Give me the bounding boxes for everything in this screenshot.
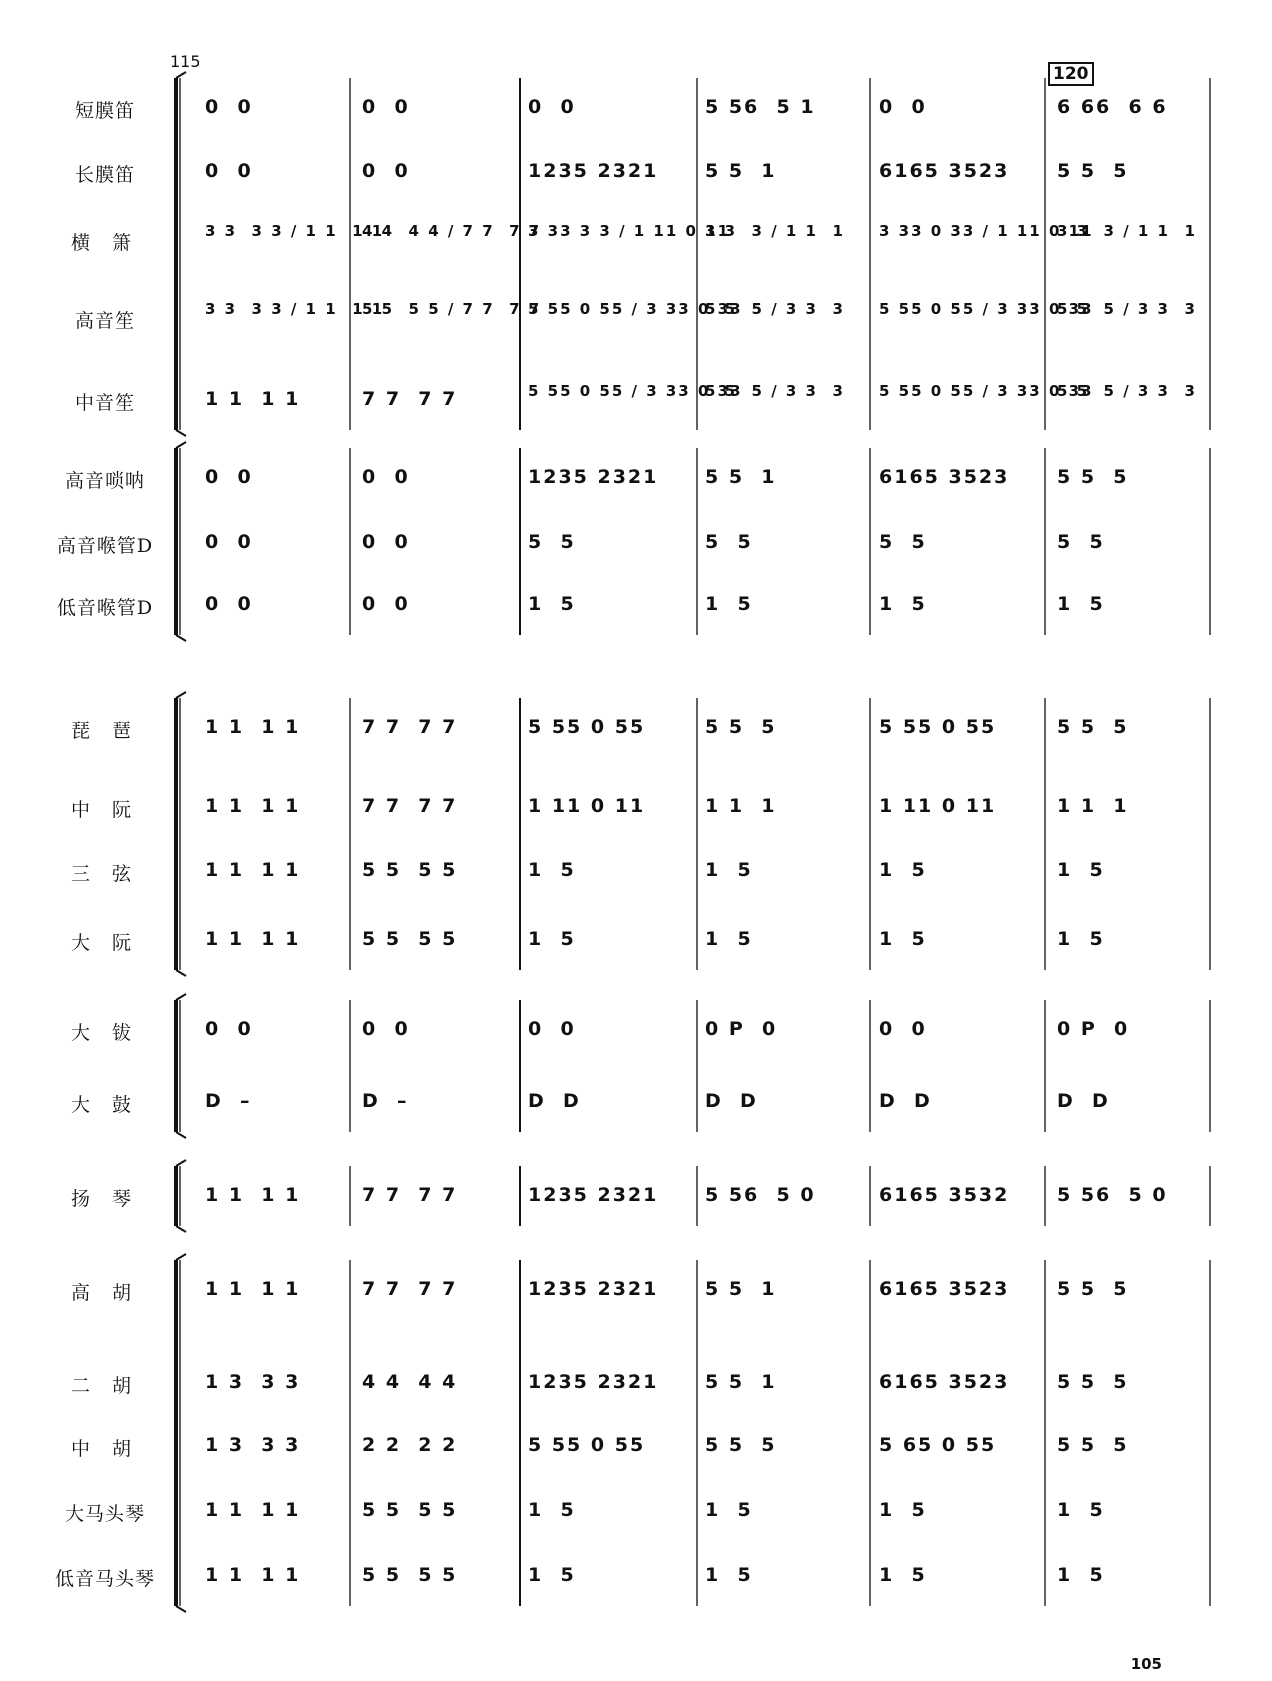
measure-cell: 1 3 3 3 — [205, 1434, 301, 1456]
measure-cell: 5 5 5 5 — [362, 928, 458, 950]
measure-cell: 5 5 1 — [705, 466, 777, 488]
measure-cell: 0 0 — [205, 96, 253, 118]
instrument-label: 大 钹 — [70, 1022, 140, 1044]
measure-cell: 6165 3523 — [879, 160, 1010, 182]
measure-cell: 7 7 7 7 — [362, 388, 458, 410]
measure-cell: 5 5 5 / 3 3 3 — [705, 300, 845, 318]
measure-cell: 5 5 5 — [1057, 1371, 1129, 1393]
instrument-label: 中 阮 — [70, 799, 140, 821]
measure-cell: 0 0 — [205, 531, 253, 553]
bracket-hook — [176, 1606, 186, 1612]
instrument-label: 大 鼓 — [70, 1094, 140, 1116]
instrument-label: 高音唢呐 — [64, 470, 145, 492]
measure-cell: 5 5 5 / 3 3 3 — [1057, 300, 1197, 318]
bracket-hook — [176, 1254, 186, 1260]
measure-cell: 1 1 1 — [1057, 795, 1129, 817]
measure-cell: 1 1 1 1 — [205, 795, 301, 817]
measure-cell: 0 0 — [362, 466, 410, 488]
instrument-label: 中 胡 — [70, 1438, 140, 1460]
instrument-label: 长膜笛 — [74, 164, 135, 186]
measure-cell: 1 5 — [528, 1499, 576, 1521]
measure-cell: 0 0 — [205, 466, 253, 488]
instrument-label: 三 弦 — [70, 863, 140, 885]
bracket-hook — [176, 692, 186, 698]
measure-cell: 1235 2321 — [528, 1371, 659, 1393]
measure-cell: 1 5 — [879, 928, 927, 950]
bracket-hook — [176, 72, 186, 78]
measure-cell: 0 0 — [362, 531, 410, 553]
measure-cell: 0 0 — [879, 1018, 927, 1040]
measure-cell: 5 5 5 5 — [362, 1499, 458, 1521]
measure-cell: 5 55 0 55 / 3 33 0 33 — [879, 300, 1094, 318]
instrument-label: 扬 琴 — [70, 1188, 140, 1210]
measure-cell: 1 5 — [705, 928, 753, 950]
measure-cell: 5 55 0 55 / 3 33 0 33 — [879, 382, 1094, 400]
measure-cell: D – — [205, 1090, 252, 1112]
measure-cell: D D — [528, 1090, 581, 1112]
measure-cell: 0 0 — [205, 160, 253, 182]
measure-cell: 0 0 — [362, 1018, 410, 1040]
measure-cell: 1 5 — [528, 1564, 576, 1586]
measure-cell: 0 0 — [362, 593, 410, 615]
measure-cell: 1 5 — [879, 1564, 927, 1586]
measure-cell: 1235 2321 — [528, 1278, 659, 1300]
measure-cell: 0 0 — [528, 1018, 576, 1040]
instrument-label: 短膜笛 — [74, 100, 135, 122]
measure-cell: 5 56 5 1 — [705, 96, 816, 118]
measure-cell: 1235 2321 — [528, 160, 659, 182]
measure-cell: 0 0 — [528, 96, 576, 118]
instrument-label: 高音笙 — [74, 310, 135, 332]
measure-cell: 4 4 4 4 — [362, 1371, 458, 1393]
measure-cell: 5 5 5 — [1057, 466, 1129, 488]
measure-cell: 1 5 — [705, 859, 753, 881]
measure-cell: 1 1 1 — [705, 795, 777, 817]
measure-cell: 5 5 5 / 3 3 3 — [1057, 382, 1197, 400]
measure-cell: 3 3 3 / 1 1 1 — [705, 222, 845, 240]
measure-cell: 7 7 7 7 — [362, 1184, 458, 1206]
measure-cell: 1 1 1 1 — [205, 859, 301, 881]
measure-cell: 5 5 5 — [1057, 160, 1129, 182]
measure-cell: 3 3 3 3 / 1 1 1 1 — [205, 300, 385, 318]
measure-cell: 5 5 5 5 — [362, 1564, 458, 1586]
measure-cell: 0 0 — [879, 96, 927, 118]
measure-cell: 1 5 — [1057, 859, 1105, 881]
measure-cell: 6165 3532 — [879, 1184, 1010, 1206]
measure-cell: 1 5 — [879, 1499, 927, 1521]
measure-cell: 1 5 — [705, 1564, 753, 1586]
measure-cell: 5 56 5 0 — [705, 1184, 816, 1206]
instrument-label: 二 胡 — [70, 1375, 140, 1397]
measure-cell: 3 3 3 3 / 1 1 1 1 — [205, 222, 385, 240]
measure-cell: 1 5 — [528, 928, 576, 950]
instrument-label: 大 阮 — [70, 932, 140, 954]
measure-number: 115 — [170, 52, 201, 71]
measure-cell: 1 5 — [1057, 1564, 1105, 1586]
instrument-label: 琵 琶 — [70, 720, 140, 742]
measure-cell: D D — [879, 1090, 932, 1112]
measure-cell: 3 33 3 3 / 1 11 0 11 — [528, 222, 731, 240]
measure-cell: 0 P 0 — [1057, 1018, 1130, 1040]
measure-cell: 5 5 — [879, 531, 927, 553]
measure-cell: 1 5 — [1057, 928, 1105, 950]
measure-cell: 1 1 1 1 — [205, 928, 301, 950]
bracket-hook — [176, 1226, 186, 1232]
measure-cell: 5 5 5 — [1057, 1434, 1129, 1456]
bracket-hook — [176, 430, 186, 436]
measure-cell: 6165 3523 — [879, 1371, 1010, 1393]
measure-cell: 5 5 — [528, 531, 576, 553]
measure-cell: 5 5 5 5 / 7 7 7 7 — [362, 300, 542, 318]
bracket-hook — [176, 994, 186, 1000]
measure-cell: 7 7 7 7 — [362, 795, 458, 817]
bracket-hook — [176, 1160, 186, 1166]
measure-cell: 1235 2321 — [528, 466, 659, 488]
measure-cell: 6165 3523 — [879, 1278, 1010, 1300]
rehearsal-mark: 120 — [1048, 62, 1094, 86]
bracket-hook — [176, 442, 186, 448]
measure-cell: 1 5 — [528, 859, 576, 881]
measure-cell: 1235 2321 — [528, 1184, 659, 1206]
measure-cell: 3 33 0 33 / 1 11 0 11 — [879, 222, 1094, 240]
measure-cell: 5 55 0 55 / 3 33 0 33 — [528, 300, 743, 318]
measure-cell: 5 55 0 55 — [528, 716, 646, 738]
measure-cell: 0 0 — [205, 593, 253, 615]
bracket-hook — [176, 970, 186, 976]
measure-cell: 5 65 0 55 — [879, 1434, 997, 1456]
measure-cell: 1 1 1 1 — [205, 716, 301, 738]
measure-cell: D D — [1057, 1090, 1110, 1112]
measure-cell: 0 0 — [362, 160, 410, 182]
instrument-label: 低音马头琴 — [54, 1568, 155, 1590]
measure-cell: 1 1 1 1 — [205, 1278, 301, 1300]
measure-cell: 0 P 0 — [705, 1018, 778, 1040]
measure-cell: 1 3 3 3 — [205, 1371, 301, 1393]
measure-cell: 5 55 0 55 — [879, 716, 997, 738]
measure-cell: 1 11 0 11 — [528, 795, 646, 817]
measure-cell: 5 5 5 — [705, 716, 777, 738]
bracket-hook — [176, 1132, 186, 1138]
measure-cell: 1 5 — [1057, 593, 1105, 615]
measure-cell: 5 5 5 — [705, 1434, 777, 1456]
measure-cell: 5 5 5 — [1057, 716, 1129, 738]
instrument-label: 高 胡 — [70, 1282, 140, 1304]
measure-cell: D – — [362, 1090, 409, 1112]
measure-cell: 4 4 4 4 / 7 7 7 7 — [362, 222, 542, 240]
measure-cell: 5 5 5 5 — [362, 859, 458, 881]
measure-cell: 5 5 1 — [705, 160, 777, 182]
measure-cell: 1 5 — [879, 593, 927, 615]
measure-cell: 6165 3523 — [879, 466, 1010, 488]
measure-cell: 5 55 0 55 — [528, 1434, 646, 1456]
measure-cell: 5 5 1 — [705, 1371, 777, 1393]
measure-cell: 5 5 — [705, 531, 753, 553]
instrument-label: 低音喉管D — [56, 597, 154, 619]
measure-cell: 1 5 — [528, 593, 576, 615]
measure-cell: 1 11 0 11 — [879, 795, 997, 817]
measure-cell: D D — [705, 1090, 758, 1112]
measure-cell: 5 5 5 / 3 3 3 — [705, 382, 845, 400]
measure-cell: 1 1 1 1 — [205, 1499, 301, 1521]
measure-cell: 1 5 — [879, 859, 927, 881]
measure-cell: 5 5 1 — [705, 1278, 777, 1300]
measure-cell: 7 7 7 7 — [362, 1278, 458, 1300]
measure-cell: 7 7 7 7 — [362, 716, 458, 738]
measure-cell: 0 0 — [205, 1018, 253, 1040]
measure-cell: 5 5 5 — [1057, 1278, 1129, 1300]
measure-cell: 3 3 3 / 1 1 1 — [1057, 222, 1197, 240]
page-number: 105 — [1130, 1655, 1162, 1673]
instrument-label: 中音笙 — [74, 392, 135, 414]
instrument-label: 大马头琴 — [64, 1503, 145, 1525]
measure-cell: 5 55 0 55 / 3 33 0 33 — [528, 382, 743, 400]
measure-cell: 5 56 5 0 — [1057, 1184, 1168, 1206]
bracket-hook — [176, 635, 186, 641]
measure-cell: 1 1 1 1 — [205, 1564, 301, 1586]
instrument-label: 高音喉管D — [56, 535, 154, 557]
measure-cell: 1 5 — [705, 593, 753, 615]
measure-cell: 6 66 6 6 — [1057, 96, 1168, 118]
measure-cell: 2 2 2 2 — [362, 1434, 458, 1456]
measure-cell: 1 1 1 1 — [205, 388, 301, 410]
measure-cell: 5 5 — [1057, 531, 1105, 553]
measure-cell: 0 0 — [362, 96, 410, 118]
measure-cell: 1 5 — [705, 1499, 753, 1521]
measure-cell: 1 1 1 1 — [205, 1184, 301, 1206]
measure-cell: 1 5 — [1057, 1499, 1105, 1521]
instrument-label: 横 箫 — [70, 232, 140, 254]
